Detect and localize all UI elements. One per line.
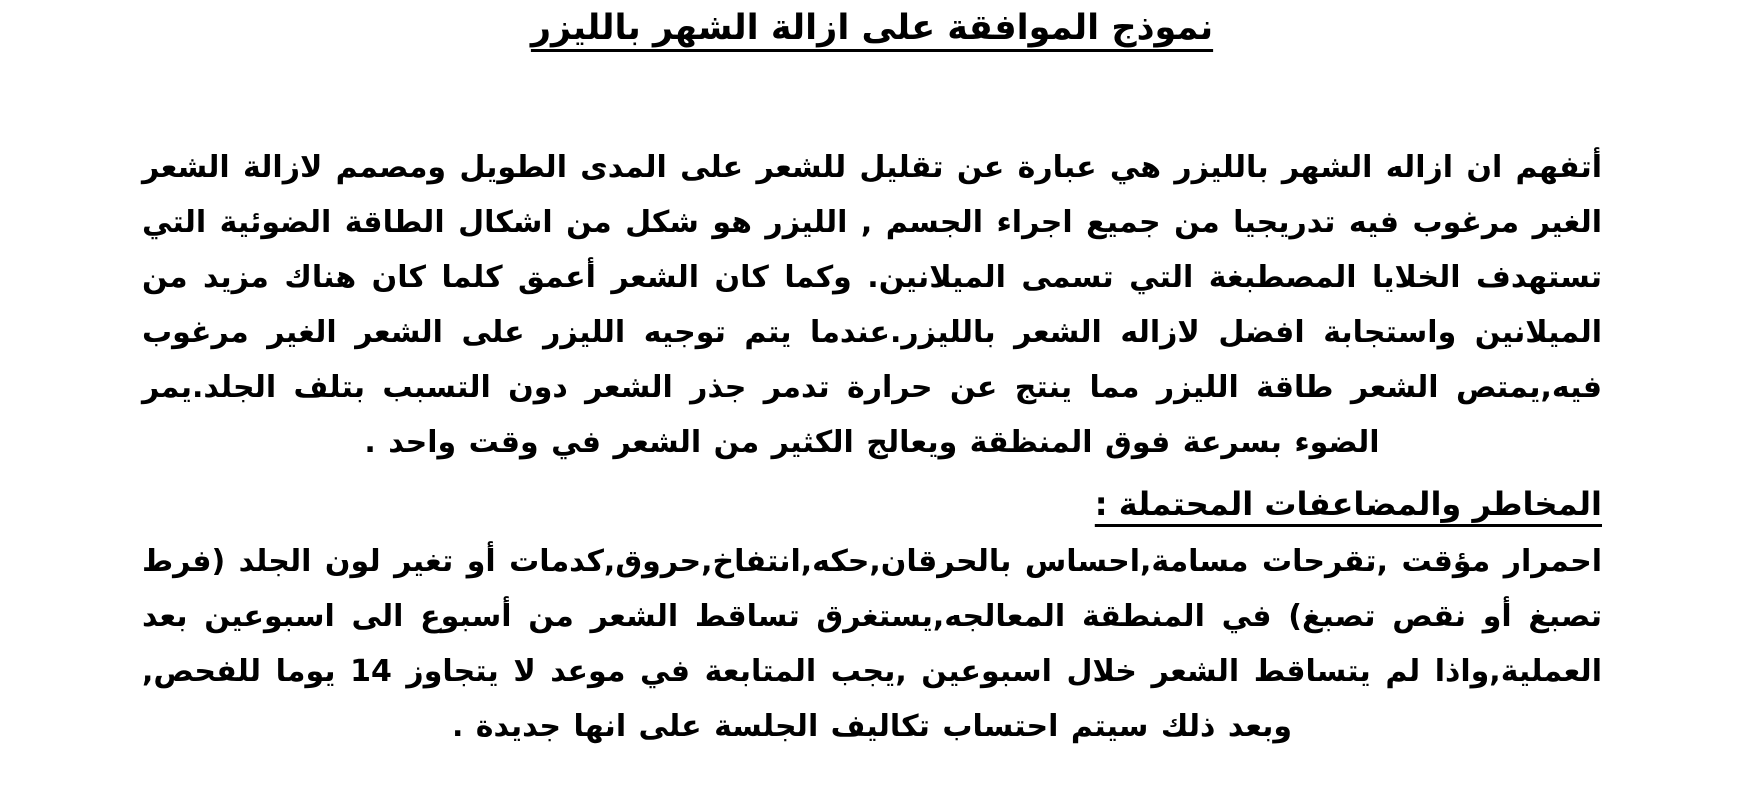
risks-paragraph: احمرار مؤقت ,تقرحات مسامة,احساس بالحرقان,حكه,انتفاخ,حروق,كدمات أو تغير لون الجلد (فرط تصبغ أو نقص تصبغ) في المنطقة المعالجه,يستغرق تساقط الشعر من أسبوع الى اسبوعين بعد العملية,واذا لم يتساقط الشعر خلال اسبوعين ,يجب المتابعة في موعد لا يتجاوز 14 يوما للفحص, وبعد ذلك سيتم احتساب تكاليف الجلسة على انها جديدة . [142, 544, 1602, 745]
document-title: نموذج الموافقة على ازالة الشهر بالليزر [530, 8, 1214, 48]
risks-heading: المخاطر والمضاعفات المحتملة : [1094, 484, 1602, 523]
intro-paragraph: أتفهم ان ازاله الشهر بالليزر هي عبارة عن تقليل للشعر على المدى الطويل ومصمم لازالة الشعر الغير مرغوب فيه تدريجيا من جميع اجراء الجسم , الليزر هو شكل من اشكال الطاقة الضوئية التي تستهدف الخلايا المصطبغة التي تسمى الميلانين. وكما كان الشعر أعمق كلما كان هناك مزيد من الميلانين واستجابة افضل لازاله الشعر بالليزر.عندما يتم توجيه الليزر على الشعر الغير مرغوب فيه,يمتص الشعر طاقة الليزر مما ينتج عن حرارة تدمر جذر الشعر دون التسبب بتلف الجلد.يمر الضوء بسرعة فوق المنظقة ويعالج الكثير من الشعر في وقت واحد . [142, 149, 1602, 460]
